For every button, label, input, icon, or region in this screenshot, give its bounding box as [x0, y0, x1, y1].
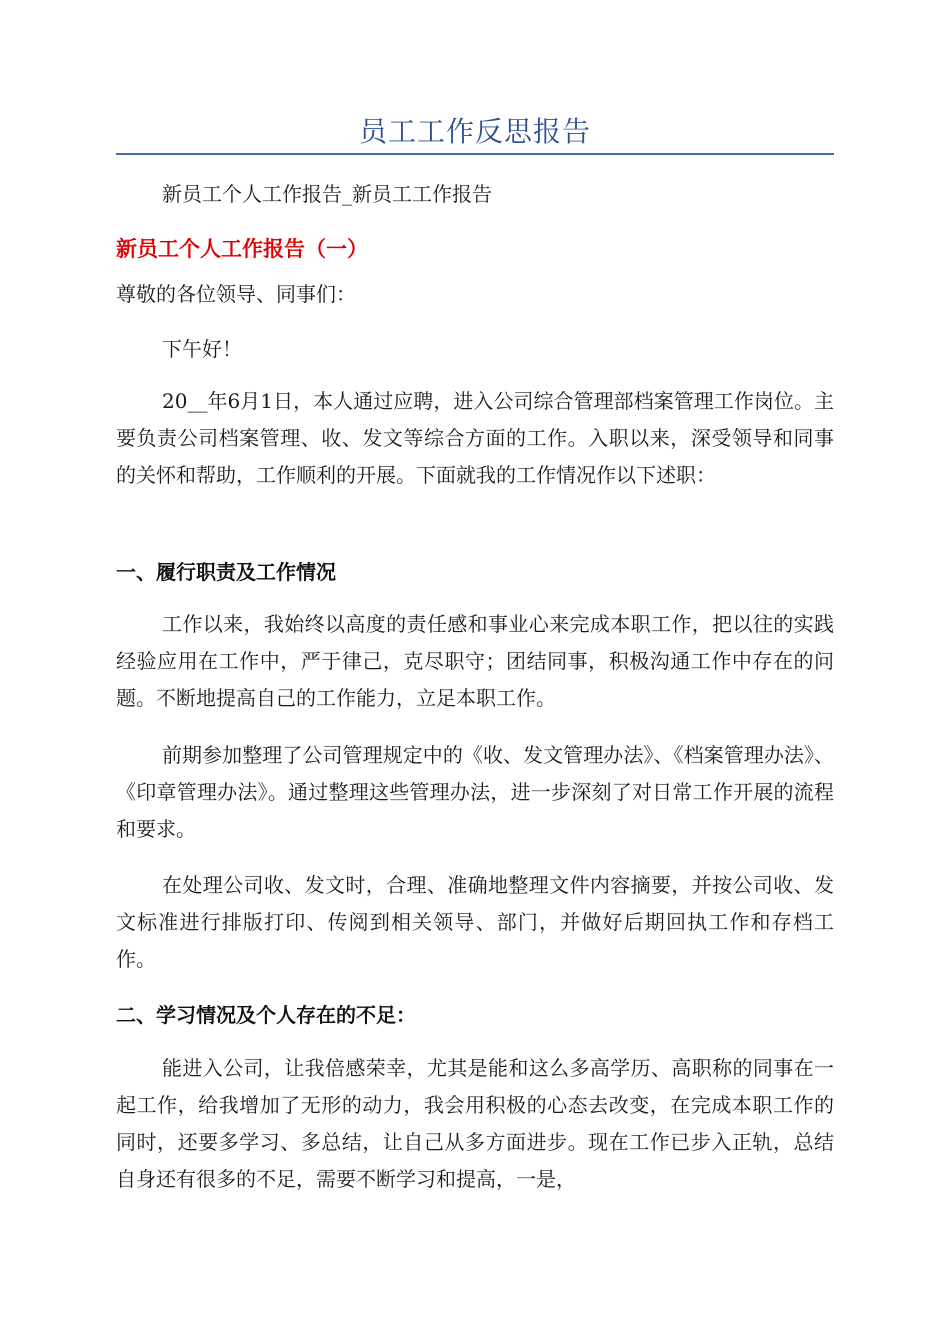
section1-heading: 一、履行职责及工作情况 [116, 560, 336, 584]
document-title: 员工工作反思报告 [358, 115, 591, 148]
section2-heading: 二、学习情况及个人存在的不足： [116, 1003, 416, 1027]
report-heading: 新员工个人工作报告（一） [116, 237, 368, 261]
greeting: 下午好！ [162, 337, 242, 361]
document-subtitle: 新员工个人工作报告_新员工工作报告 [162, 182, 492, 206]
title-underline [116, 153, 834, 155]
section2-paragraph-1: 能进入公司，让我倍感荣幸，尤其是能和这么多高学历、高职称的同事在一起工作，给我增加了无形的动力，我会用积极的心态去改变，在完成本职工作的同时，还要多学习、多总结，让自己从多方面进步。现在工作已步入正轨，总结自身还有很多的不足，需要不断学习和提高，一是， [116, 1056, 834, 1191]
salutation: 尊敬的各位领导、同事们： [116, 282, 356, 306]
section1-paragraph-3: 在处理公司收、发文时，合理、准确地整理文件内容摘要，并按公司收、发文标准进行排版打印、传阅到相关领导、部门，并做好后期回执工作和存档工作。 [116, 873, 834, 971]
intro-paragraph: 20__年6月1日，本人通过应聘，进入公司综合管理部档案管理工作岗位。主要负责公司档案管理、收、发文等综合方面的工作。入职以来，深受领导和同事的关怀和帮助，工作顺利的开展。下面就我的工作情况作以下述职： [116, 389, 834, 487]
section1-paragraph-2: 前期参加整理了公司管理规定中的《收、发文管理办法》、《档案管理办法》、《印章管理办法》。通过整理这些管理办法，进一步深刻了对日常工作开展的流程和要求。 [116, 743, 834, 841]
section1-paragraph-1: 工作以来，我始终以高度的责任感和事业心来完成本职工作，把以往的实践经验应用在工作中，严于律己，克尽职守；团结同事，积极沟通工作中存在的问题。不断地提高自己的工作能力，立足本职工作。 [116, 612, 834, 710]
